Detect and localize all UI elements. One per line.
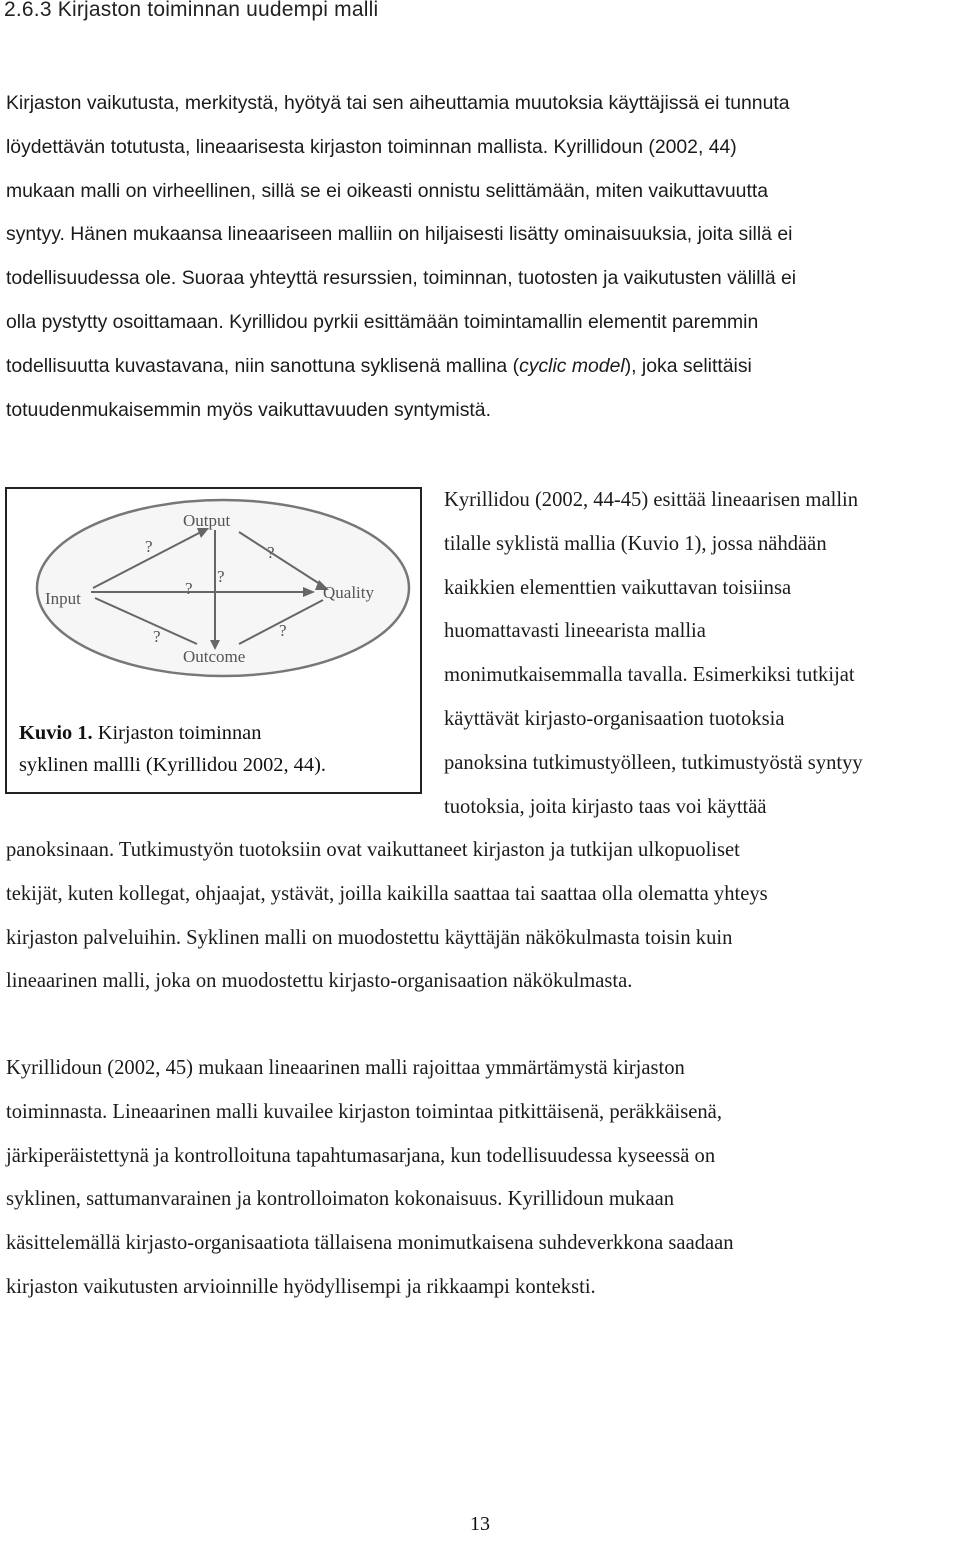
question-mark: ? (185, 579, 193, 598)
paragraph-line: kirjaston palveluihin. Syklinen malli on muodostettu käyttäjän näkökulmasta toisin kuin (6, 926, 733, 949)
caption-text: Kirjaston toiminnan (92, 722, 262, 744)
line-text: todellisuutta kuvastavana, niin sanottuna syklisenä mallina ( (6, 354, 520, 377)
paragraph-line (6, 345, 958, 389)
question-mark: ? (145, 537, 153, 556)
paragraph-line: kaikkien elementtien vaikuttavan toisiinsa (444, 576, 792, 599)
question-mark: ? (153, 627, 161, 646)
paragraph-line: Kirjaston vaikutusta, merkitystä, hyötyä tai sen aiheuttamia muutoksia käyttäjissä ei tunnuta (6, 92, 790, 114)
paragraph-line: käsittelemällä kirjasto-organisaatiota tällaisena monimutkaisena suhdeverkkona saadaan (6, 1232, 734, 1255)
figure-caption (19, 717, 326, 781)
paragraph-line: olla pystytty osoittamaan. Kyrillidou pyrkii esittämään toimintamallin elementit paremmin (6, 310, 759, 333)
paragraph-line: järkiperäistettynä ja kontrolloituna tapahtumasarjana, kun todellisuudessa kyseessä on (6, 1144, 716, 1167)
page-number: 13 (470, 1513, 490, 1535)
paragraph-line: Kyrillidou (2002, 44-45) esittää lineaarisen mallin (444, 489, 859, 511)
paragraph-4 (6, 1047, 958, 1310)
node-outcome: Outcome (183, 647, 246, 666)
node-quality: Quality (323, 583, 374, 602)
cyclic-model-diagram (33, 494, 417, 682)
paragraph-line: monimutkaisemmalla tavalla. Esimerkiksi tutkijat (444, 664, 855, 687)
paragraph-line: syntyy. Hänen mukaansa lineaariseen malliin on hiljaisesti lisätty ominaisuuksia, joita sillä ei (6, 223, 793, 246)
paragraph-line: huomattavasti lineearista mallia (444, 620, 706, 643)
paragraph-line: tuotoksia, joita kirjasto taas voi käyttää (444, 795, 767, 818)
question-mark: ? (279, 621, 287, 640)
paragraph-line: tilalle syklistä mallia (Kuvio 1), jossa nähdään (444, 532, 827, 555)
paragraph-3 (6, 829, 958, 1004)
question-mark: ? (267, 543, 275, 562)
figure-1 (5, 487, 422, 794)
section-heading: 2.6.3 Kirjaston toiminnan uudempi malli (4, 0, 379, 21)
paragraph-line: syklinen, sattumanvarainen ja kontrolloimaton kokonaisuus. Kyrillidoun mukaan (6, 1188, 675, 1211)
paragraph-2 (444, 479, 958, 829)
italic-term: cyclic model (519, 354, 625, 377)
paragraph-line: panoksinaan. Tutkimustyön tuotoksiin ovat vaikuttaneet kirjaston ja tutkijan ulkopuoliset (6, 839, 740, 861)
paragraph-line: Kyrillidoun (2002, 45) mukaan lineaarinen malli rajoittaa ymmärtämystä kirjaston (6, 1057, 685, 1079)
paragraph-line: löydettävän totutusta, lineaarisesta kirjaston toiminnan mallista. Kyrillidoun (2002, 44) (6, 135, 737, 158)
caption-text: syklinen mallli (Kyrillidou 2002, 44). (19, 754, 326, 776)
paragraph-line: mukaan malli on virheellinen, sillä se ei oikeasti onnistu selittämään, miten vaikuttavuutta (6, 179, 769, 202)
paragraph-1 (6, 82, 958, 432)
paragraph-line: totuudenmukaisemmin myös vaikuttavuuden syntymistä. (6, 398, 491, 421)
caption-label: Kuvio 1. (19, 722, 93, 744)
question-mark: ? (217, 567, 225, 586)
paragraph-line: panoksina tutkimustyölleen, tutkimustyöstä syntyy (444, 751, 863, 774)
line-text: ), joka selittäisi (624, 354, 752, 377)
paragraph-line: tekijät, kuten kollegat, ohjaajat, ystävät, joilla kaikilla saattaa tai saattaa olla olematta yhteys (6, 882, 768, 905)
paragraph-line: todellisuudessa ole. Suoraa yhteyttä resurssien, toiminnan, tuotosten ja vaikutusten välillä ei (6, 267, 797, 290)
node-output: Output (183, 511, 231, 530)
paragraph-line: kirjaston vaikutusten arvioinnille hyödyllisempi ja rikkaampi konteksti. (6, 1275, 596, 1298)
paragraph-line: toiminnasta. Lineaarinen malli kuvailee kirjaston toimintaa pitkittäisenä, peräkkäisenä, (6, 1100, 722, 1123)
paragraph-line: lineaarinen malli, joka on muodostettu kirjasto-organisaation näkökulmasta. (6, 970, 633, 993)
paragraph-line: käyttävät kirjasto-organisaation tuotoksia (444, 707, 785, 730)
node-input: Input (45, 589, 81, 608)
